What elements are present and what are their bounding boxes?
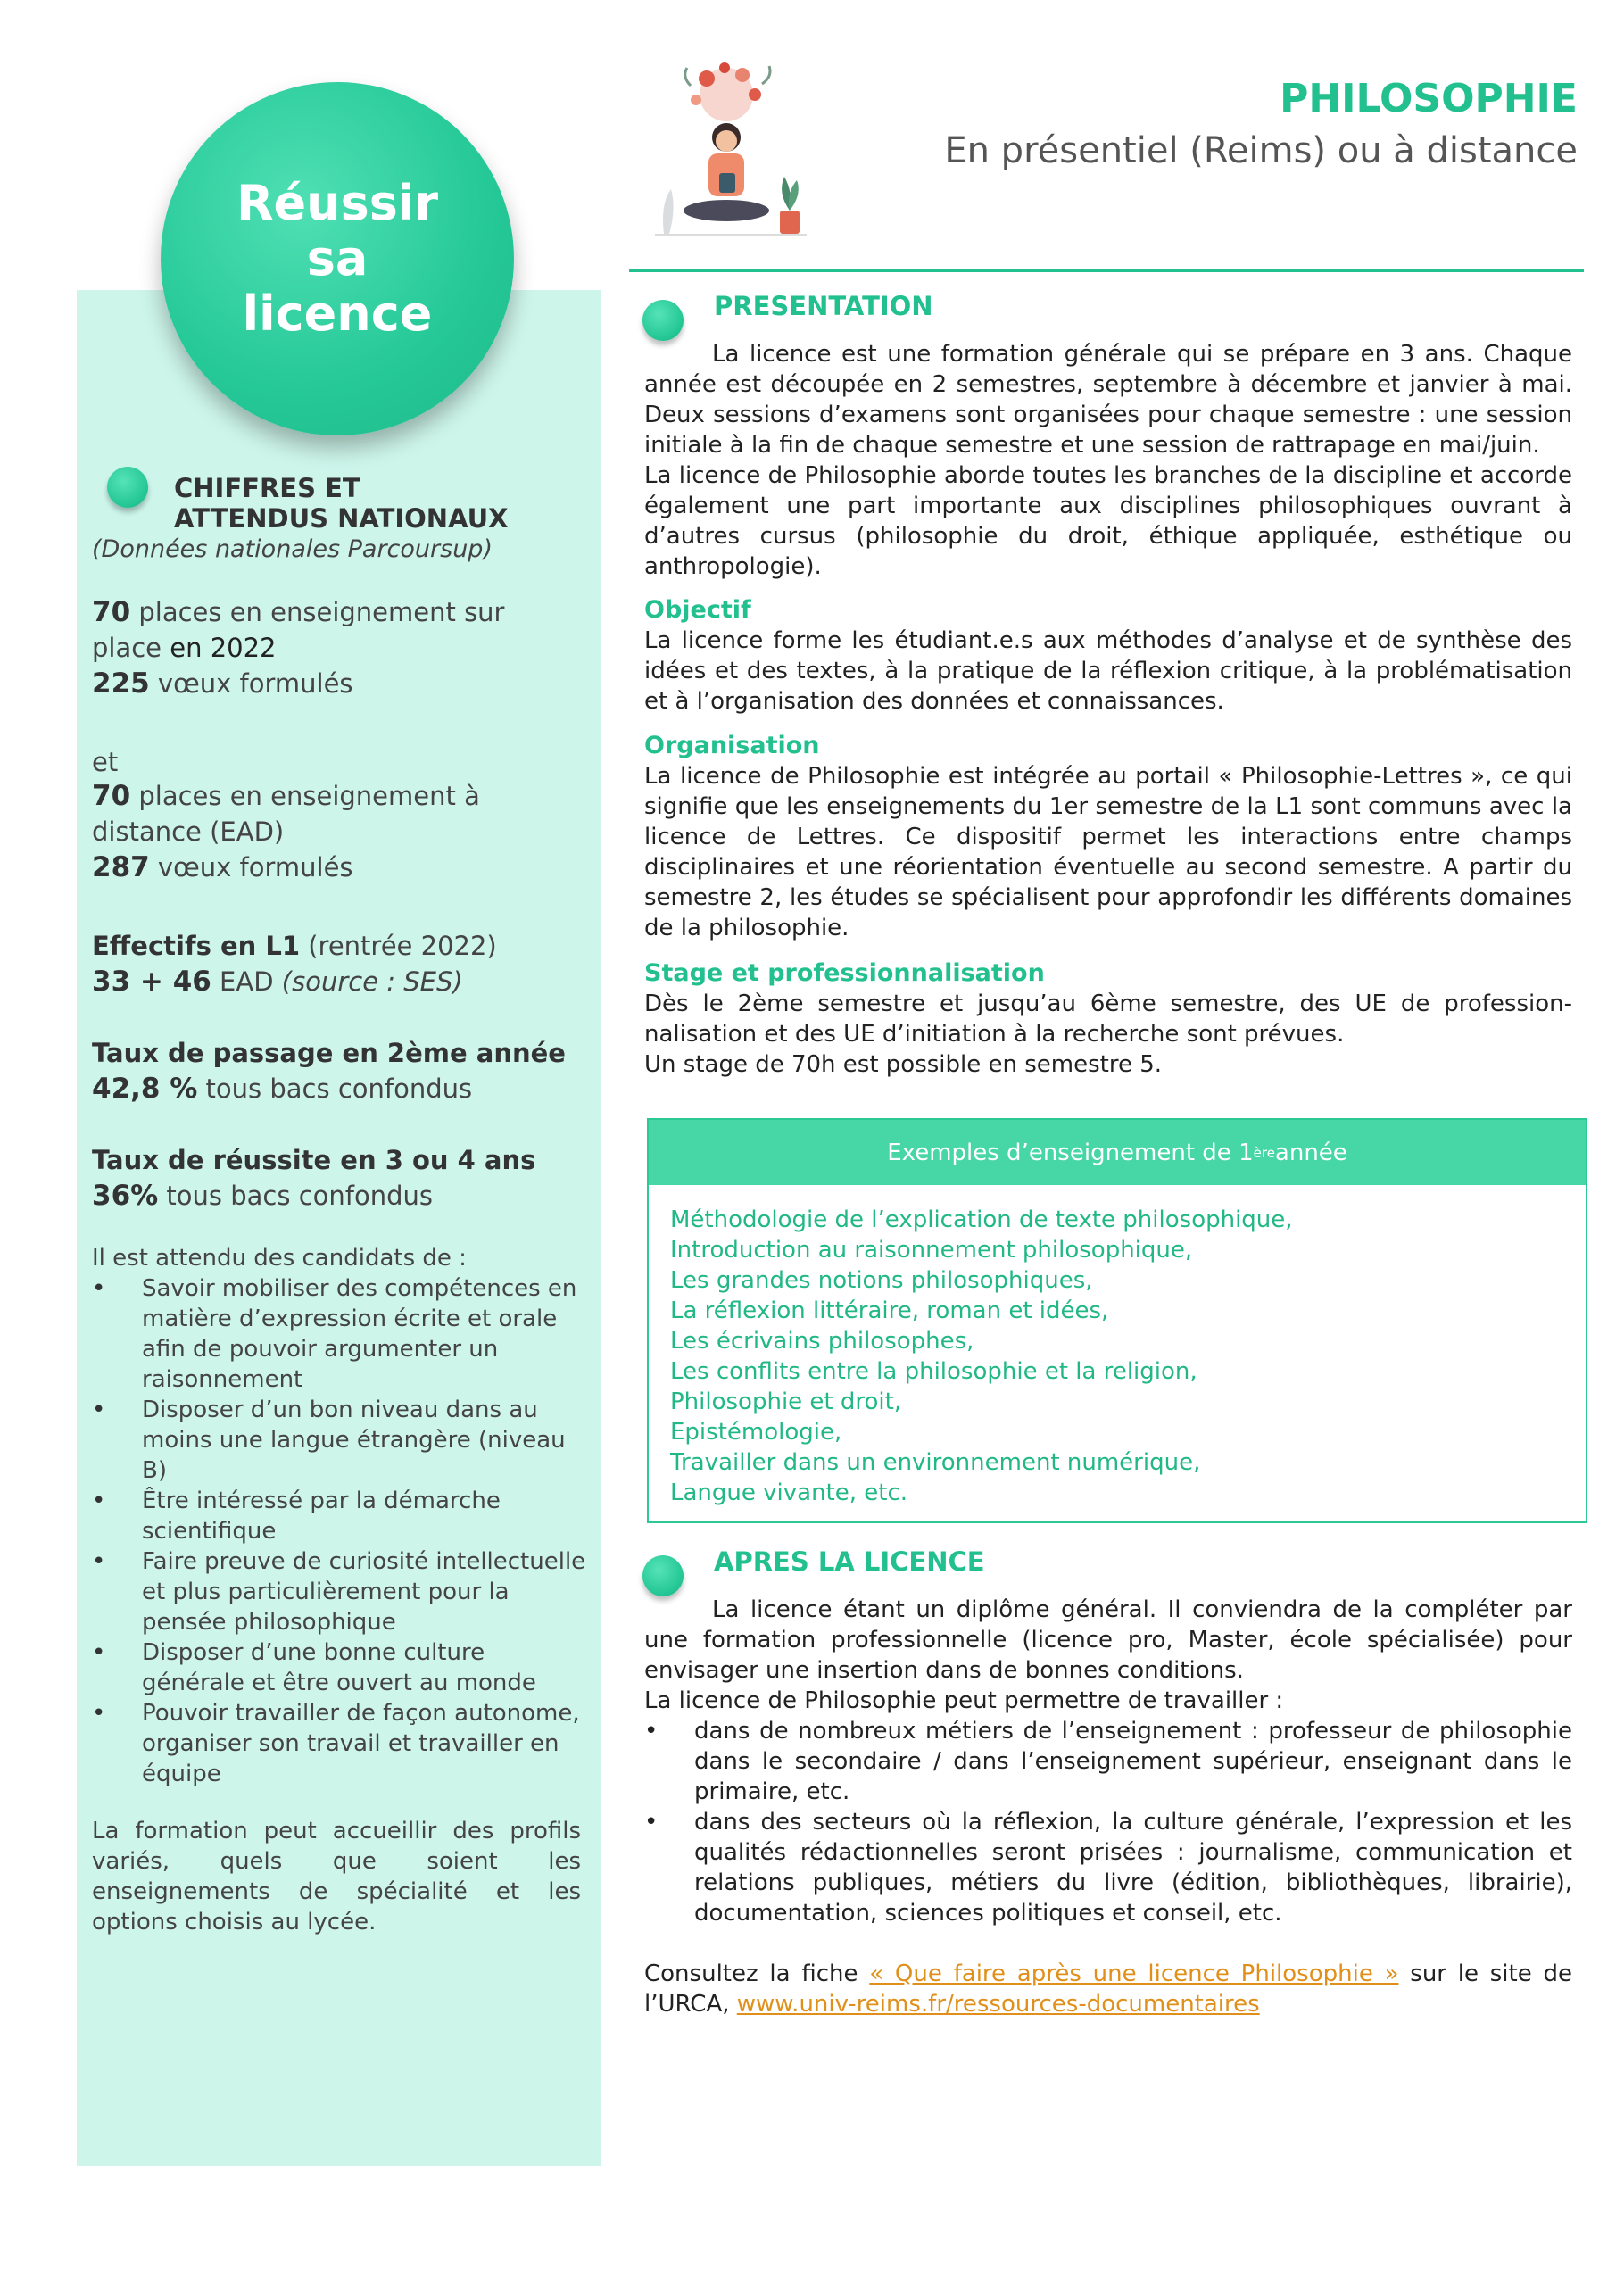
page-title: PHILOSOPHIE	[1280, 76, 1578, 121]
list-item: Epistémologie,	[670, 1419, 842, 1446]
list-item: Les écrivains philosophes,	[670, 1328, 974, 1355]
taux-reussite	[92, 1142, 592, 1214]
effectifs-label: Effectifs en L1	[92, 931, 301, 961]
urca-resources-link[interactable]: www.univ-reims.fr/ressources-documentaires	[736, 1991, 1260, 2018]
list-item: • Être intéressé par la démarche scientifique	[92, 1486, 587, 1546]
passage-value: 42,8 %	[92, 1073, 198, 1105]
sidebar-heading-line2: ATTENDUS NATIONAUX	[174, 503, 509, 534]
exemples-header-sup: ère	[1253, 1144, 1275, 1161]
stage-title: Stage et professionnalisation	[644, 959, 1045, 987]
exemples-box	[647, 1118, 1587, 1523]
reussite-value: 36%	[92, 1180, 159, 1212]
exemples-header-text-end: année	[1274, 1139, 1347, 1166]
circle-title: Réussir sa licence	[236, 175, 439, 342]
places-distance-number: 70	[92, 780, 131, 812]
organisation-text: La licence de Philosophie est intégrée au portail « Philosophie-Lettres », ce qui signifie que les enseignements du 1er semestre de la L1 sont communs avec la licence de Lettres. Ce dispositif permet les interactions entre champs disciplinaires et une réorientation éventuelle au second semestre. A partir du semestre 2, les études se spécialisent pour approfondir les différents domaines de la philosophie.	[644, 763, 1572, 941]
stage-section	[644, 958, 1572, 1080]
places-sur-place-label: places en enseignement sur	[130, 597, 505, 627]
effectifs-value: 33 + 46	[92, 966, 211, 998]
page-subtitle: En présentiel (Reims) ou à distance	[944, 130, 1578, 171]
attendus-intro: Il est attendu des candidats de :	[92, 1245, 467, 1272]
organisation-section	[644, 731, 1572, 943]
title-circle	[161, 82, 514, 435]
voeux2-number: 287	[92, 851, 150, 883]
list-item: Philosophie et droit,	[670, 1388, 902, 1415]
exemples-list	[649, 1185, 1586, 1508]
voeux2-label: vœux formulés	[149, 852, 353, 883]
effectifs-note: (rentrée 2022)	[300, 931, 497, 961]
reussite-label: Taux de réussite en 3 ou 4 ans	[92, 1145, 536, 1175]
list-item: Méthodologie de l’explication de texte philosophique,	[670, 1206, 1293, 1233]
bullet-dot-icon	[642, 1555, 684, 1596]
passage-text: tous bacs confondus	[197, 1073, 473, 1104]
organisation-title: Organisation	[644, 732, 820, 759]
consult-text-middle: sur le site de l’URCA,	[644, 1960, 1572, 2018]
sidebar-heading	[174, 473, 567, 534]
exemples-header	[649, 1120, 1586, 1185]
apres-paragraph-2: La licence de Philosophie peut permettre de travailler :	[644, 1687, 1284, 1714]
consult-paragraph	[644, 1959, 1572, 2019]
apres-list	[644, 1716, 1572, 1928]
stage-text-2: Un stage de 70h est possible en semestre 5.	[644, 1051, 1163, 1078]
list-item: Introduction au raisonnement philosophique,	[670, 1237, 1193, 1264]
bullet-dot-icon	[107, 467, 148, 508]
places-distance-label2: distance (EAD)	[92, 816, 285, 847]
list-item: • Disposer d’une bonne culture générale et être ouvert au monde	[92, 1637, 587, 1698]
attendus-section	[92, 1243, 587, 1789]
profils-note: La formation peut accueillir des profils variés, quels que soient les enseignements de spécialité et les options choisis au lycée.	[92, 1818, 581, 1935]
consult-text: Consultez la fiche	[644, 1960, 870, 1987]
bullet-dot-icon	[642, 300, 684, 341]
list-item: • dans des secteurs où la réflexion, la culture générale, l’expression et les qualités rédactionnelles seront prisées : journalisme, communication et relations publiques, métiers du livre (édition, bibliothèques, librairie), documentation, sciences politiques et conseil, etc.	[644, 1807, 1572, 1928]
fiche-link[interactable]: « Que faire après une licence Philosophie »	[869, 1960, 1399, 1987]
objectif-section	[644, 595, 1572, 717]
objectif-text: La licence forme les étudiant.e.s aux méthodes d’analyse et de synthèse des idées et des textes, à la pratique de la réflexion critique, à la problématisation et à l’organisation des données et connaissances.	[644, 627, 1572, 715]
places-sur-place-number: 70	[92, 596, 131, 628]
et-separator: et	[92, 747, 119, 777]
voeux1-label: vœux formulés	[149, 668, 353, 699]
presentation-body	[644, 339, 1572, 582]
list-item: Les grandes notions philosophiques,	[670, 1267, 1093, 1294]
taux-passage	[92, 1035, 592, 1107]
apres-body	[644, 1595, 1572, 2019]
reussite-text: tous bacs confondus	[158, 1181, 433, 1211]
places-sur-place-year: en 2022	[162, 633, 277, 663]
voeux1-number: 225	[92, 667, 150, 700]
attendus-list	[92, 1273, 587, 1789]
apres-title: APRES LA LICENCE	[714, 1546, 985, 1577]
places-sur-place-label2: place	[92, 633, 162, 663]
effectifs	[92, 928, 592, 999]
sidebar-subheading: (Données nationales Parcoursup)	[92, 535, 493, 563]
exemples-header-text: Exemples d’enseignement de 1	[887, 1139, 1254, 1166]
effectifs-ead: EAD	[211, 966, 282, 997]
places-distance	[92, 778, 592, 885]
stage-text: Dès le 2ème semestre et jusqu’au 6ème semestre, des UE de profession-nalisation et des UE d’initiation à la recherche sont prévues.	[644, 991, 1572, 1048]
presentation-paragraph-1: La licence est une formation générale qui se prépare en 3 ans. Chaque année est découpée en 2 semestres, septembre à décembre et janvier à mai. Deux sessions d’examens sont organisées pour chaque semestre : une session initiale à la fin de chaque semestre et une session de rattrapage en mai/juin.	[644, 341, 1572, 459]
list-item: La réflexion littéraire, roman et idées,	[670, 1297, 1109, 1324]
reading-person-illustration-icon	[637, 59, 824, 255]
places-distance-label: places en enseignement à	[130, 781, 480, 811]
passage-label: Taux de passage en 2ème année	[92, 1038, 566, 1068]
list-item: • Disposer d’un bon niveau dans au moins une langue étrangère (niveau B)	[92, 1395, 587, 1486]
list-item: • Faire preuve de curiosité intellectuelle et plus particulièrement pour la pensée philosophique	[92, 1546, 587, 1637]
presentation-paragraph-2: La licence de Philosophie aborde toutes les branches de la discipline et accorde également une part importante aux disciplines philosophiques ouvrant à d’autres cursus (philosophie du droit, éthique appliquée, esthétique ou anthropologie).	[644, 462, 1572, 580]
effectifs-source: (source : SES)	[281, 966, 463, 997]
apres-paragraph-1: La licence étant un diplôme général. Il conviendra de la compléter par une formation professionnelle (licence pro, Master, école spécialisée) pour envisager une insertion dans de bonnes conditions.	[644, 1596, 1572, 1684]
list-item: • Pouvoir travailler de façon autonome, organiser son travail et travailler en équipe	[92, 1698, 587, 1789]
sidebar-heading-line1: CHIFFRES ET	[174, 473, 360, 503]
list-item: Langue vivante, etc.	[670, 1480, 908, 1506]
list-item: • Savoir mobiliser des compétences en matière d’expression écrite et orale afin de pouvoir argumenter un raisonnement	[92, 1273, 587, 1395]
objectif-title: Objectif	[644, 596, 751, 624]
list-item: • dans de nombreux métiers de l’enseignement : professeur de philosophie dans le secondaire / dans l’enseignement supérieur, enseignant dans le primaire, etc.	[644, 1716, 1572, 1807]
list-item: Les conflits entre la philosophie et la religion,	[670, 1358, 1197, 1385]
places-sur-place	[92, 594, 592, 701]
header-divider	[629, 269, 1584, 272]
list-item: Travailler dans un environnement numérique,	[670, 1449, 1201, 1476]
presentation-title: PRESENTATION	[714, 291, 933, 321]
